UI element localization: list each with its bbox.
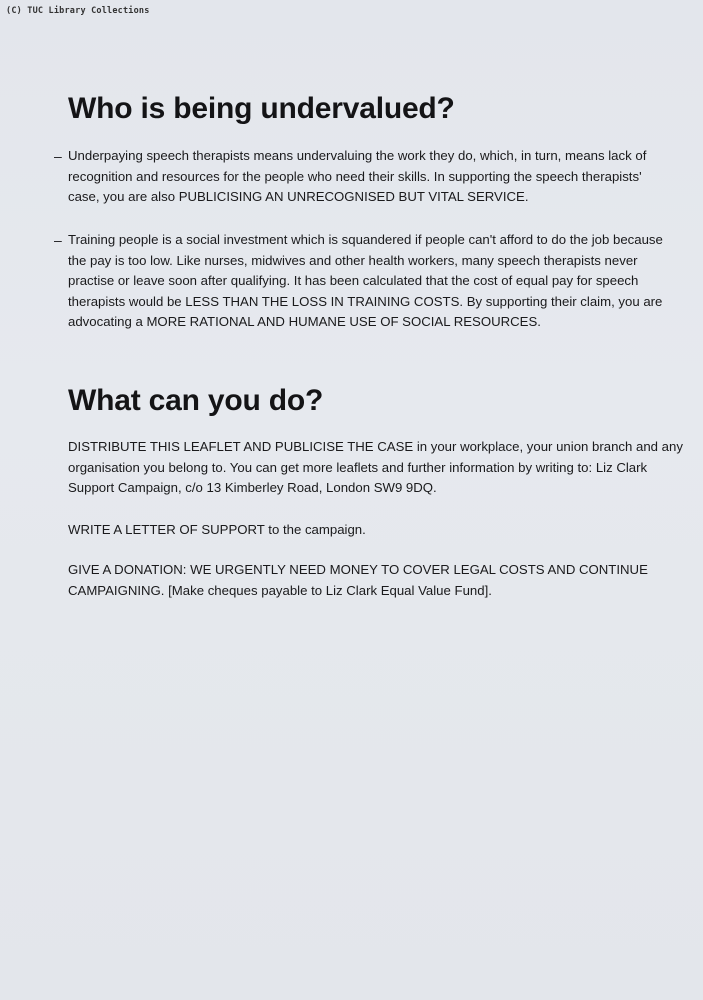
copyright-watermark: (C) TUC Library Collections xyxy=(6,6,150,16)
bullet-text xyxy=(68,146,646,208)
bullet-dash: – xyxy=(54,232,62,248)
text-line: practise or leave soon after qualifying. It has been calculated that the cost of equal pay for speech xyxy=(68,273,639,288)
text-line: the pay is too low. Like nurses, midwives and other health workers, many speech therapists never xyxy=(68,252,638,268)
text-line: case, you are also PUBLICISING AN UNRECOGNISED BUT VITAL SERVICE. xyxy=(68,189,529,204)
text-line: GIVE A DONATION: WE URGENTLY NEED MONEY TO COVER LEGAL COSTS AND CONTINUE xyxy=(68,562,648,577)
text-line: therapists would be LESS THAN THE LOSS IN TRAINING COSTS. By supporting their claim, you are xyxy=(68,293,663,309)
text-line: Training people is a social investment which is squandered if people can't afford to do the job because xyxy=(68,232,663,247)
text-line: organisation you belong to. You can get more leaflets and further information by writing to: Liz Clark xyxy=(68,459,648,475)
bullet-dash: – xyxy=(54,148,62,164)
section-heading-what-can-you-do: What can you do? xyxy=(68,384,324,417)
text-line: CAMPAIGNING. [Make cheques payable to Liz Clark Equal Value Fund]. xyxy=(68,582,492,598)
paragraph-donation xyxy=(68,560,698,601)
section-heading-undervalued: Who is being undervalued? xyxy=(68,92,455,125)
bullet-text xyxy=(68,230,663,333)
text-line: Underpaying speech therapists means undervaluing the work they do, which, in turn, means lack of xyxy=(68,148,647,163)
paragraph-distribute xyxy=(68,437,698,499)
text-line: Support Campaign, c/o 13 Kimberley Road, London SW9 9DQ. xyxy=(68,480,437,495)
text-line: DISTRIBUTE THIS LEAFLET AND PUBLICISE THE CASE in your workplace, your union branch and any xyxy=(68,439,683,454)
text-line: recognition and resources for the people who need their skills. In supporting the speech therapists' xyxy=(68,168,642,184)
text-line: WRITE A LETTER OF SUPPORT to the campaign. xyxy=(68,522,366,537)
paragraph-write-letter xyxy=(68,520,698,541)
text-line: advocating a MORE RATIONAL AND HUMANE USE OF SOCIAL RESOURCES. xyxy=(68,314,541,329)
